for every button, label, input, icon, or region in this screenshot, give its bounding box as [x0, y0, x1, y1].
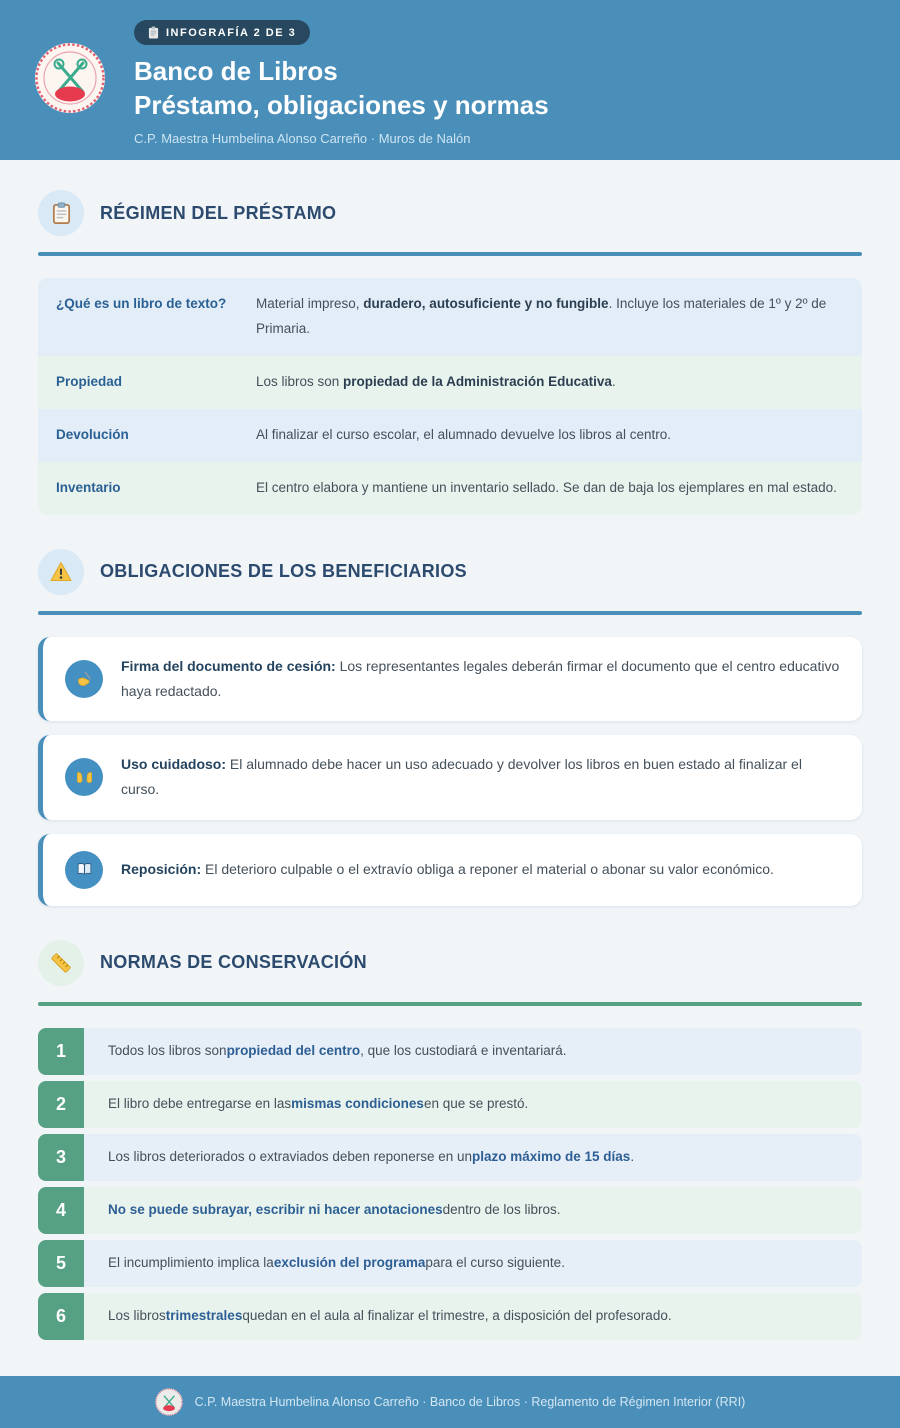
school-crest-logo — [34, 42, 106, 114]
list-item-number: 3 — [38, 1134, 84, 1181]
obligation-card — [38, 735, 862, 819]
list-item — [38, 1293, 862, 1340]
section-normas-title: NORMAS DE CONSERVACIÓN — [100, 952, 367, 973]
infographic-badge-label: INFOGRAFÍA 2 DE 3 — [166, 26, 297, 39]
regimen-table — [38, 278, 862, 515]
list-item — [38, 1081, 862, 1128]
list-item-text: El incumplimiento implica la exclusión del programa para el curso siguiente. — [84, 1240, 862, 1287]
table-row-value: El centro elabora y mantiene un inventario sellado. Se dan de baja los ejemplares en mal estado. — [256, 479, 837, 495]
open-book-icon — [65, 851, 103, 889]
section-regimen-header — [38, 190, 862, 236]
list-item — [38, 1134, 862, 1181]
clipboard-icon — [38, 190, 84, 236]
page-title-line2: Préstamo, obligaciones y normas — [134, 89, 549, 120]
table-row-value: Material impreso, duradero, autosuficiente y no fungible. Incluye los materiales de 1º y 2º de Primaria. — [256, 296, 827, 336]
obligation-card — [38, 637, 862, 721]
clipboard-icon — [148, 26, 159, 39]
section-regimen-title: RÉGIMEN DEL PRÉSTAMO — [100, 202, 337, 223]
obligation-card-body: Los representantes legales deberán firmar el documento que el centro educativo haya redactado. — [121, 657, 840, 700]
section-obligaciones-title: OBLIGACIONES DE LOS BENEFICIARIOS — [100, 561, 467, 582]
list-item-text: No se puede subrayar, escribir ni hacer anotaciones dentro de los libros. — [84, 1187, 862, 1234]
obligation-card-text — [121, 654, 840, 704]
obligation-card-lead: Uso cuidadoso: — [121, 756, 227, 773]
table-row-label: Propiedad — [56, 373, 123, 389]
list-item — [38, 1028, 862, 1075]
obligation-card-text — [121, 857, 774, 882]
list-item-number: 2 — [38, 1081, 84, 1128]
list-item — [38, 1187, 862, 1234]
list-item-text: Todos los libros son propiedad del centro , que los custodiará e inventariará. — [84, 1028, 862, 1075]
page-title — [134, 55, 862, 123]
main-content — [0, 160, 900, 1340]
warning-icon — [38, 549, 84, 595]
table-row-value: Al finalizar el curso escolar, el alumnado devuelve los libros al centro. — [256, 426, 671, 442]
norms-list — [38, 1028, 862, 1340]
obligation-card-body: El alumnado debe hacer un uso adecuado y devolver los libros en buen estado al finalizar el curso. — [121, 756, 802, 798]
header-banner — [0, 0, 900, 160]
table-row-label: Devolución — [56, 426, 129, 442]
infographic-badge — [134, 20, 310, 45]
school-crest-logo — [155, 1388, 183, 1416]
footer-text: C.P. Maestra Humbelina Alonso Carreño · Banco de Libros · Reglamento de Régimen Interior (RRI) — [194, 1394, 746, 1409]
obligation-cards — [38, 637, 862, 906]
list-item-text: Los libros trimestrales quedan en el aula al finalizar el trimestre, a disposición del profesorado. — [84, 1293, 862, 1340]
list-item — [38, 1240, 862, 1287]
table-row — [38, 356, 862, 409]
list-item-text: Los libros deteriorados o extraviados deben reponerse en un plazo máximo de 15 días . — [84, 1134, 862, 1181]
obligation-card-lead: Firma del documento de cesión: — [121, 657, 336, 674]
section-regimen-divider — [38, 252, 862, 256]
list-item-number: 6 — [38, 1293, 84, 1340]
writing-hand-icon — [65, 660, 103, 698]
footer-banner — [0, 1376, 900, 1428]
obligation-card — [38, 834, 862, 906]
section-obligaciones-header — [38, 549, 862, 595]
list-item-number: 4 — [38, 1187, 84, 1234]
obligation-card-text — [121, 752, 840, 802]
table-row-value: Los libros son propiedad de la Administración Educativa. — [256, 373, 616, 389]
school-subtitle: C.P. Maestra Humbelina Alonso Carreño · Muros de Nalón — [134, 130, 471, 146]
table-row-label: Inventario — [56, 479, 121, 495]
list-item-number: 5 — [38, 1240, 84, 1287]
section-normas-header — [38, 940, 862, 986]
obligation-card-lead: Reposición: — [121, 861, 202, 877]
table-row-label: ¿Qué es un libro de texto? — [56, 296, 227, 311]
obligation-card-body: El deterioro culpable o el extravío obliga a reponer el material o abonar su valor económico. — [201, 861, 774, 877]
section-obligaciones-divider — [38, 611, 862, 615]
page-title-line1: Banco de Libros — [134, 56, 338, 86]
section-normas-divider — [38, 1002, 862, 1006]
open-hands-icon — [65, 758, 103, 796]
list-item-number: 1 — [38, 1028, 84, 1075]
table-row — [38, 462, 862, 515]
list-item-text: El libro debe entregarse en las mismas condiciones en que se prestó. — [84, 1081, 862, 1128]
table-row — [38, 278, 862, 356]
table-row — [38, 409, 862, 462]
ruler-icon — [38, 940, 84, 986]
